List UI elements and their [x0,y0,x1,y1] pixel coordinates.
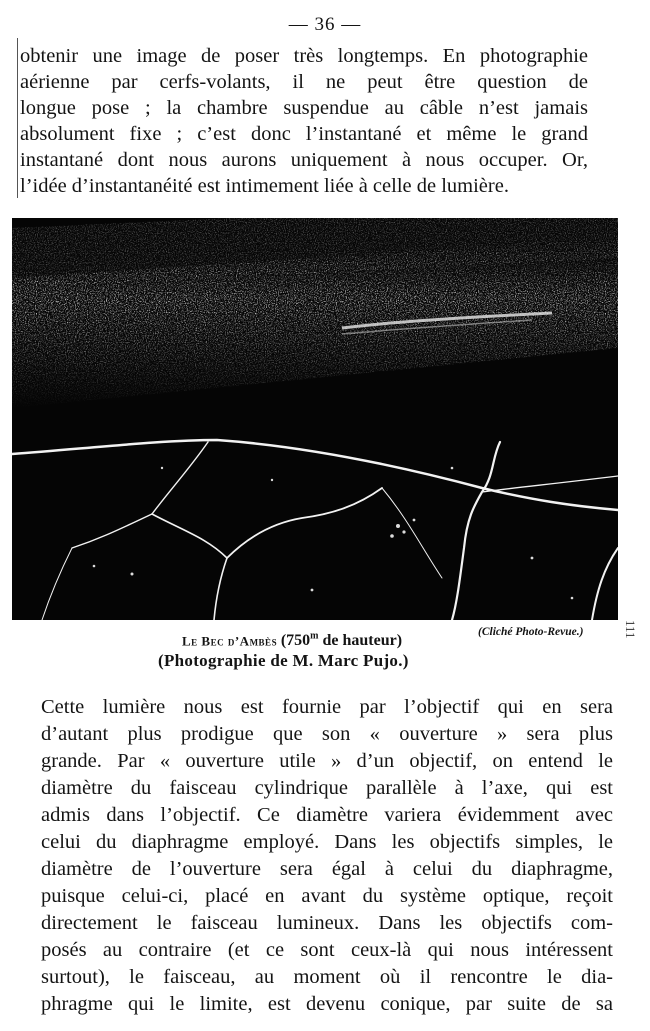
text-line: grande. Par « ouverture utile » d’un objectif, on entend le [41,750,613,772]
margin-rule [17,38,18,198]
text-line: phragme qui le limite, est devenu conique, par suite de sa [41,993,613,1015]
figure-caption-credit: (Cliché Photo-Revue.) [478,626,584,638]
text-line: surtout), le faisceau, au moment où il rencontre le dia- [41,966,613,988]
caption-altitude: (750$^m$ de hauteur) [280,631,403,650]
paragraph-top [20,43,588,199]
text-line: celui du diaphragme employé. Dans les objectifs simples, le [41,831,613,853]
text-line: puisque celui-ci, placé en avant du système optique, reçoit [41,885,613,907]
aerial-photograph [12,218,618,620]
margin-mark: 111 [623,620,638,639]
text-line: aérienne par cerfs-volants, il ne peut être question de [20,71,588,93]
aerial-photo-illustration [12,218,618,620]
text-line: admis dans l’objectif. Ce diamètre variera évidemment avec [41,804,613,826]
text-line: obtenir une image de poser très longtemps. En photographie [20,45,588,67]
text-line: d’autant plus prodigue que son « ouverture » sera plus [41,723,613,745]
text-line: l’idée d’instantanéité est intimement liée à celle de lumière. [20,175,509,197]
text-line: Cette lumière nous est fournie par l’objectif qui en sera [41,696,613,718]
text-line: longue pose ; la chambre suspendue au câble n’est jamais [20,97,588,119]
text-line: absolument fixe ; c’est donc l’instantané et même le grand [20,123,588,145]
caption-place: Le Bec d’Ambès [182,633,278,649]
text-line: posés au contraire (et ce sont ceux-là qui nous intéressent [41,939,613,961]
figure-caption-author: (Photographie de M. Marc Pujo.) [158,651,409,670]
figure-caption-title [182,631,402,650]
paragraph-bottom [41,694,613,1018]
text-line: directement le faisceau lumineux. Dans les objectifs com- [41,912,613,934]
text-line: diamètre du faisceau cylindrique parallèle à l’axe, qui est [41,777,613,799]
unit-superscript: m [310,631,319,642]
text-line: instantané dont nous aurons uniquement à nous occuper. Or, [20,149,588,171]
page-number: — 36 — [288,14,362,35]
text-line: diamètre de l’ouverture sera égal à celui du diaphragme, [41,858,613,880]
